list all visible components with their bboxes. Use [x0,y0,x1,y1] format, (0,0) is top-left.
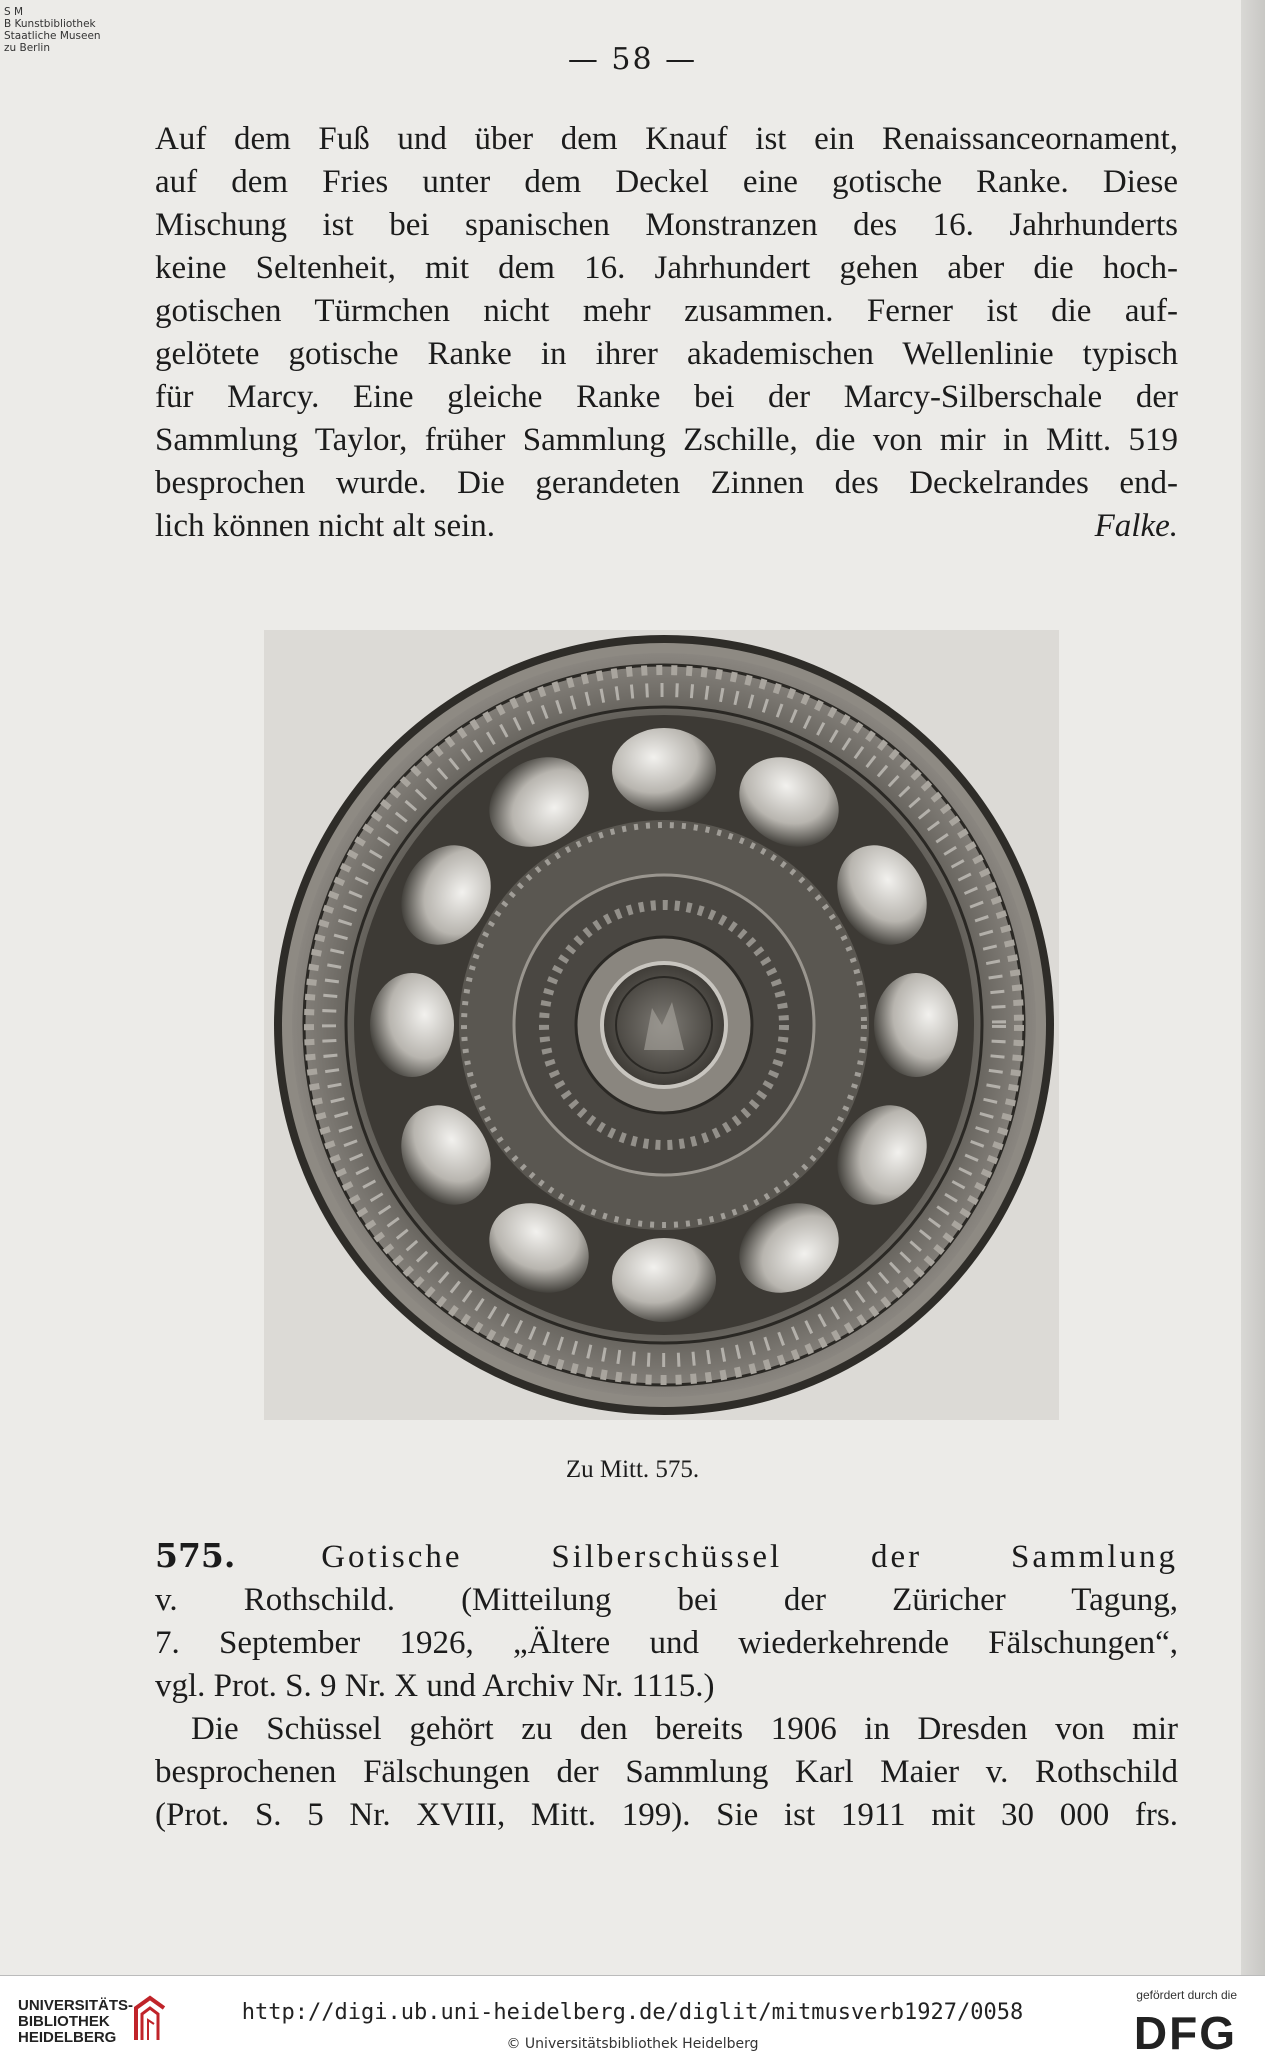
copyright-notice: © Universitätsbibliothek Heidelberg [506,2036,759,2052]
digitization-footer [0,1975,1265,2064]
text-line-last: vgl. Prot. S. 9 Nr. X und Archiv Nr. 1115.) [155,1668,715,1704]
stamp-line: B Kunstbibliothek [4,18,96,30]
text-line: keine Seltenheit, mit dem 16. Jahrhundert gehen aber die hoch- [155,250,1178,286]
permalink-url[interactable]: http://digi.ub.uni-heidelberg.de/diglit/mitmusverb1927/0058 [241,2000,1024,2025]
text-line: besprochenen Fälschungen der Sammlung Karl Maier v. Rothschild [155,1754,1178,1790]
dfg-note: gefördert durch die [1136,1988,1237,2002]
section-575 [155,1534,1178,1837]
text-line: v. Rothschild. (Mitteilung bei der Züricher Tagung, [155,1582,1178,1618]
text-line: gelötete gotische Ranke in ihrer akademischen Wellenlinie typisch [155,336,1178,372]
stamp-line: S M [4,6,24,18]
page-edge [1241,0,1265,1975]
logo-line: HEIDELBERG [18,2029,117,2046]
text-line: gotischen Türmchen nicht mehr zusammen. Ferner ist die auf- [155,293,1178,329]
section-heading [155,1534,1178,1579]
page-number: — 58 — [567,42,698,77]
paragraph-falke [155,118,1178,548]
text-line: 7. September 1926, „Ältere und wiederkehrende Fälschungen“, [155,1625,1178,1661]
text-line: (Prot. S. 5 Nr. XVIII, Mitt. 199). Sie ist 1911 mit 30 000 frs. [155,1797,1178,1833]
text-line-last [155,505,1178,548]
text-line: für Marcy. Eine gleiche Ranke bei der Marcy-Silberschale der [155,379,1178,415]
stamp-line: Staatliche Museen [4,30,101,42]
text-line: auf dem Fries unter dem Deckel eine gotische Ranke. Diese [155,164,1178,200]
silver-bowl-photo [264,630,1059,1420]
logo-line: UNIVERSITÄTS- [18,1997,134,2014]
silver-bowl-illustration [264,630,1059,1420]
section-title: Gotische Silberschüssel der Sammlung [321,1539,1178,1575]
text-line: Auf dem Fuß und über dem Knauf ist ein Renaissanceornament, [155,121,1178,157]
figure-caption: Zu Mitt. 575. [565,1456,700,1483]
dfg-logo[interactable]: DFG [1133,2007,1237,2059]
logo-line: BIBLIOTHEK [18,2013,110,2030]
text-line: Die Schüssel gehört zu den bereits 1906 in Dresden von mir [191,1711,1178,1747]
text-line: Mischung ist bei spanischen Monstranzen des 16. Jahrhunderts [155,207,1178,243]
text-line-last-content: lich können nicht alt sein. [155,508,496,544]
text-line: Sammlung Taylor, früher Sammlung Zschille, die von mir in Mitt. 519 [155,422,1178,458]
section-number: 575. [155,1536,236,1575]
stamp-line: zu Berlin [4,42,50,54]
text-line: besprochen wurde. Die gerandeten Zinnen des Deckelrandes end- [155,465,1178,501]
author-signature: Falke. [1094,508,1178,544]
